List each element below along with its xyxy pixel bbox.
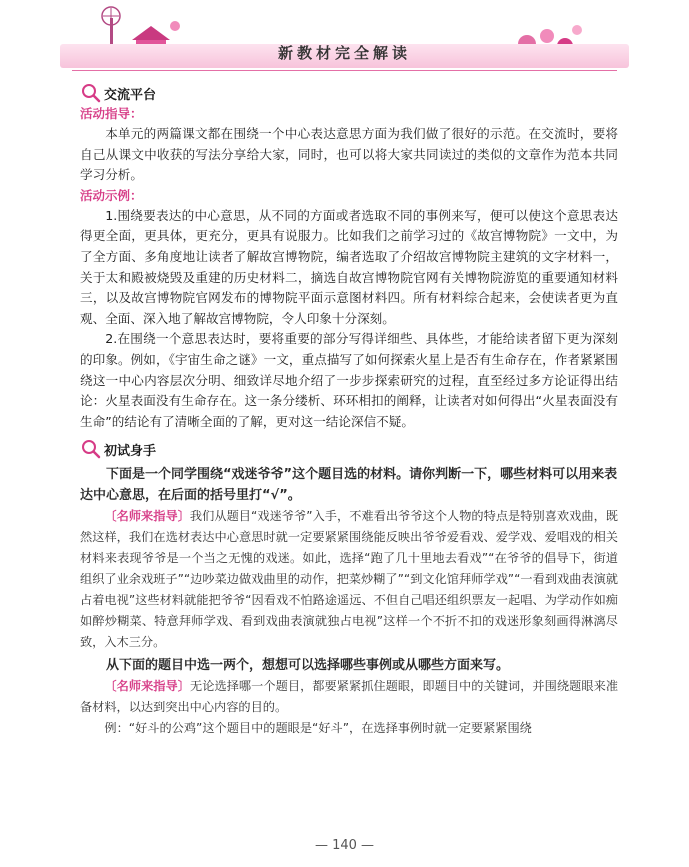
teacher-guide-label: 〔名师来指导〕 <box>104 509 190 524</box>
page-content <box>80 80 618 739</box>
magnifier-icon <box>80 82 102 104</box>
teacher-guide-2 <box>80 676 618 718</box>
section-title: 初试身手 <box>104 443 157 459</box>
task-1: 下面是一个同学围绕“戏迷爷爷”这个题目选的材料。请你判断一下，哪些材料可以用来表达中心意思，在后面的括号里打“√”。 <box>80 467 618 504</box>
activity-guide-text: 本单元的两篇课文都在围绕一个中心表达意思方面为我们做了很好的示范。在交流时，要将自己从课文中收获的写法分享给大家，同时，也可以将大家共同读过的类似的文章作为范本共同学习分析。 <box>80 126 618 183</box>
section-header-exchange <box>80 82 618 104</box>
activity-guide-label: 活动指导： <box>80 106 143 121</box>
example-text: 例：“好斗的公鸡”这个题目中的题眼是“好斗”，在选择事例时就一定要紧紧围绕 <box>104 721 532 736</box>
magnifier-icon <box>80 438 102 460</box>
section-header-try <box>80 438 618 460</box>
teacher-guide-text: 无论选择哪一个题目，都要紧紧抓住题眼，即题目中的关键词，并围绕题眼来准备材料，以达到突出中心内容的目的。 <box>80 679 619 715</box>
page-header <box>0 0 689 72</box>
section-title: 交流平台 <box>104 87 157 103</box>
teacher-guide-1 <box>80 506 618 653</box>
book-title: 新教材完全解读 <box>277 44 411 62</box>
example-paragraph-2: 2.在围绕一个意思表达时，要将重要的部分写得详细些、具体些，才能给读者留下更为深刻的印象。例如，《宇宙生命之谜》一文，重点描写了如何探索火星上是否有生命存在，作者紧紧围绕这一中心内容层次分明、细致详尽地介绍了一步步探索研究的过程，直至经过多方论证得出结论：火星表面没有生命存在。这一条分缕析、环环相扣的阐释，让读者对如何得出“火星表面没有生命”的结论有了清晰全面的了解，更对这一结论深信不疑。 <box>80 331 618 429</box>
task-2: 从下面的题目中选一两个，想想可以选择哪些事例或从哪些方面来写。 <box>106 658 510 674</box>
example-paragraph-1: 1.围绕要表达的中心意思，从不同的方面或者选取不同的事例来写，便可以使这个意思表达得更全面，更具体，更充分，更具有说服力。比如我们之前学习过的《故宫博物院》一文中，为了全方面、多角度地让读者了解故宫博物院，编者选取了介绍故宫博物院主建筑的文字材料一，关于太和殿被烧毁及重建的历史材料二，摘选自故宫博物院官网有关博物院游览的重要通知材料三，以及故宫博物院官网发布的博物院平面示意图材料四。所有材料综合起来，会使读者更为直观、全面、深入地了解故宫博物院，令人印象十分深刻。 <box>80 207 618 326</box>
header-divider <box>72 70 617 71</box>
activity-example-label: 活动示例： <box>80 187 143 203</box>
teacher-guide-text: 我们从题目“戏迷爷爷”入手，不难看出爷爷这个人物的特点是特别喜欢戏曲，既然这样，我们在选材表达中心意思时就一定要紧紧围绕能反映出爷爷爱看戏、爱学戏、爱唱戏的相关材料来表现爷爷是一个当之无愧的戏迷。如此，选择“跑了几十里地去看戏”“在爷爷的倡导下，街道组织了业余戏班子”“边吵菜边做戏曲里的动作，把菜炒糊了”“到文化馆拜师学戏”“一看到戏曲表演就占着电视”这些材料就能把爷爷“因看戏不怕路途遥远、不但自己唱还组织票友一起唱、为学动作如痴如醉炒糊菜、特意拜师学戏、看到戏曲表演就独占电视”这样一个不折不扣的戏迷形象刻画得淋漓尽致，入木三分。 <box>80 509 618 650</box>
teacher-guide-label: 〔名师来指导〕 <box>104 679 190 694</box>
page-number: — 140 — <box>314 838 375 853</box>
